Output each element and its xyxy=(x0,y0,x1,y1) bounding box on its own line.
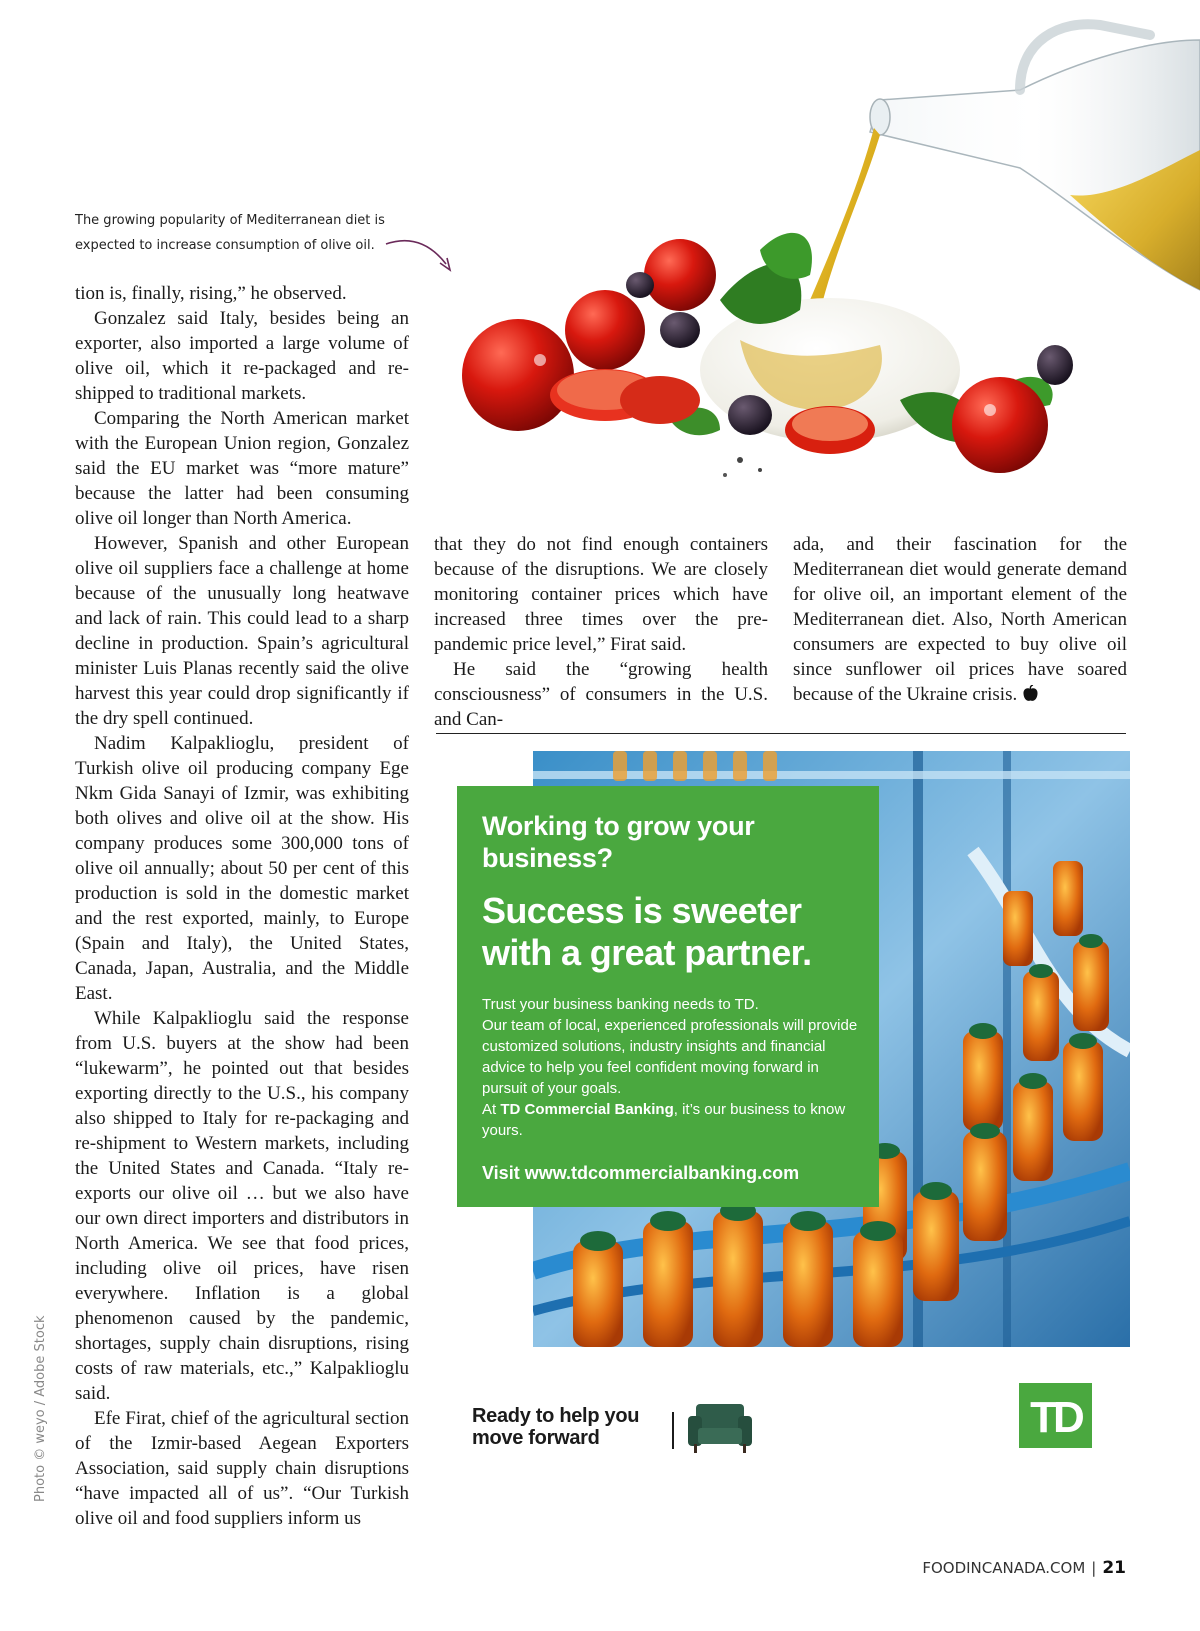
page-footer xyxy=(922,1558,1126,1578)
ad-tagline-line: Ready to help you xyxy=(472,1405,640,1427)
ad-body-copy xyxy=(482,994,862,1141)
article-paragraph xyxy=(793,532,1127,707)
footer-site-name: FOODINCANADA.COM xyxy=(922,1559,1086,1577)
ad-headline-primary: Working to grow your business? xyxy=(482,811,755,873)
ad-brand-name: TD Commercial Banking xyxy=(500,1101,674,1118)
article-paragraph: However, Spanish and other European olive oil suppliers face a challenge at home because of the unusually long heatwave and lack of rain. This could lead to a sharp decline in production. Spain’s agricultural minister Luis Planas recently said the olive harvest this year could drop significantly if the dry spell continued. xyxy=(75,533,409,729)
page-number: 21 xyxy=(1102,1558,1126,1578)
footer-separator: | xyxy=(1091,1559,1097,1577)
ad-body-line: Trust your business banking needs to TD. xyxy=(482,996,759,1013)
caption-arrow-icon xyxy=(384,238,459,278)
article-column-1 xyxy=(75,281,409,1531)
article-paragraph: Efe Firat, chief of the agricultural section of the Izmir-based Aegean Exporters Association, said supply chain disruptions “have impacted all of us”. “Our Turkish olive oil and food suppliers inform us xyxy=(75,1408,409,1529)
apple-end-mark-icon xyxy=(1023,685,1038,702)
ad-tagline xyxy=(472,1405,672,1449)
ad-text-panel xyxy=(457,786,879,1207)
olive-oil-caprese-photo xyxy=(460,0,1200,530)
article-column-3 xyxy=(793,532,1127,707)
td-logo xyxy=(1019,1383,1092,1448)
article-paragraph: tion is, finally, rising,” he observed. xyxy=(75,283,347,304)
article-paragraph: He said the “growing health consciousness” of consumers in the U.S. and Can- xyxy=(434,659,768,730)
article-paragraph-text: ada, and their fascination for the Mediterranean diet would generate demand for olive oil, an important element of the Mediterranean diet. Also, North American consumers are expected to buy olive oil since sunflower oil prices have soared because of the Ukraine crisis. xyxy=(793,534,1127,705)
ad-body-line xyxy=(482,1099,862,1141)
armchair-icon xyxy=(686,1400,754,1455)
article-column-2 xyxy=(434,532,768,732)
ad-body-line: Our team of local, experienced professionals will provide customized solutions, industry insights and financial advice to help you feel confident moving forward in pursuit of your goals. xyxy=(482,1017,858,1097)
ad-body-end: , it’s our business to know yours. xyxy=(482,1101,846,1139)
article-paragraph: Comparing the North American market with the European Union region, Gonzalez said the EU market was “more mature” because the latter had been consuming olive oil longer than North America. xyxy=(75,408,409,529)
article-paragraph: that they do not find enough containers because of the disruptions. We are closely monitoring container prices which have increased three times over the pre-pandemic price level,” Firat said. xyxy=(434,534,768,655)
photo-credit: Photo © weyo / Adobe Stock xyxy=(33,1315,48,1502)
ad-website-link[interactable]: Visit www.tdcommercialbanking.com xyxy=(482,1163,800,1183)
ad-headline-secondary: Success is sweeter with a great partner. xyxy=(482,890,812,973)
ad-tagline-line: move forward xyxy=(472,1427,600,1449)
article-paragraph: While Kalpaklioglu said the response from U.S. buyers at the show had been “lukewarm”, he pointed out that besides exporting directly to the U.S., his company also shipped to Italy for re-packaging and re-shipment to Western markets, including the United States and Canada. “Italy re-exports our olive oil … but we also have our own direct importers and distributors in North America. We see that food prices, including olive oil prices, have risen everywhere. Inflation is a global phenomenon caused by the pandemic, shortages, supply chain disruptions, rising costs of raw materials, etc.,” Kalpaklioglu said. xyxy=(75,1008,409,1404)
td-logo-text: TD xyxy=(1030,1393,1081,1442)
tagline-divider xyxy=(672,1412,674,1449)
article-paragraph: Gonzalez said Italy, besides being an exporter, also imported a large volume of olive oil, which it re-packaged and re-shipped to traditional markets. xyxy=(75,308,409,404)
section-divider xyxy=(436,733,1126,734)
ad-body-at: At xyxy=(482,1101,497,1118)
article-paragraph: Nadim Kalpaklioglu, president of Turkish olive oil producing company Ege Nkm Gida Sanayi of Izmir, was exhibiting both olives and olive oil at the show. His company produces some 300,000 tons of olive oil annually; about 50 per cent of this production is sold in the domestic market and the rest exported, mainly, to Europe (Spain and Italy), the United States, Canada, Japan, Australia, and the Middle East. xyxy=(75,733,409,1004)
photo-caption: The growing popularity of Mediterranean diet is expected to increase consumption of olive oil. xyxy=(75,213,385,253)
